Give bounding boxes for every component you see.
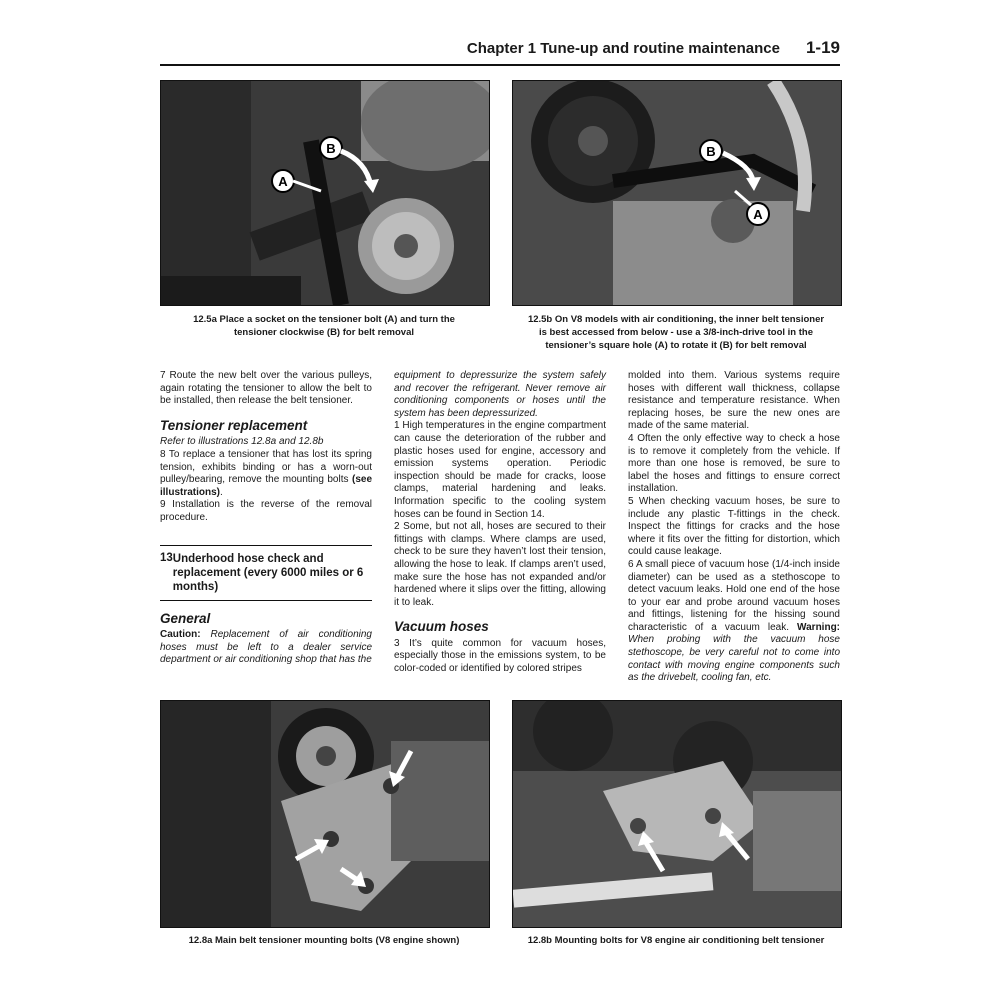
header-rule xyxy=(160,64,840,66)
caption-12-5a xyxy=(160,313,488,339)
paragraph-2: 2 Some, but not all, hoses are secured to their fittings with clamps. Where clamps are used, check to be sure they haven’t lost their tension, allowing the hose to leak. If clamps aren’t used, make sure the hose has not expanded and/or hardened where it slips over the fitting, allowing it to leak. xyxy=(394,521,606,608)
caption-12-8b: 12.8b Mounting bolts for V8 engine air conditioning belt tensioner xyxy=(527,935,825,946)
label-a-marker: A xyxy=(753,207,763,222)
paragraph-3: 3 It’s quite common for vacuum hoses, especially those in the emissions system, to be color-coded or identified by colored stripes xyxy=(394,637,606,675)
caption-line: 12.5a Place a socket on the tensioner bolt (A) and turn the xyxy=(193,314,455,325)
chapter-title: Chapter 1 Tune-up and routine maintenance xyxy=(466,40,780,57)
text-column-3 xyxy=(628,370,840,685)
caption-line: 12.5b On V8 models with air conditioning, the inner belt tensioner xyxy=(527,314,825,325)
paragraph-6 xyxy=(628,559,840,685)
subhead-vacuum-hoses: Vacuum hoses xyxy=(394,619,489,635)
label-b-marker: B xyxy=(706,144,716,159)
caution-continued: equipment to depressurize the system safely and recover the refrigerant. Never remove air conditioning components or hoses until the system has been depressurized. xyxy=(394,370,606,419)
caption-line: tensioner clockwise (B) for belt removal xyxy=(233,327,415,338)
warning-text: When probing with the vacuum hose stethoscope, be very careful not to come into contact with moving engine components such as the drivebelt, cooling fan, etc. xyxy=(628,634,840,684)
caption-12-5b xyxy=(505,313,847,352)
paragraph-8 xyxy=(160,449,372,499)
label-b-marker: B xyxy=(326,141,336,156)
subhead-general: General xyxy=(160,610,211,626)
paragraph-6-text: 6 A small piece of vacuum hose (1/4-inch inside diameter) can be used as a stethoscope to detect vacuum leaks. Hold one end of the hose to your ear and probe around vacuum hoses and fittings, listening for the hissing sound characteristic of a vacuum leak. xyxy=(628,558,840,633)
paragraph-7: 7 Route the new belt over the various pulleys, again rotating the tensioner to allow the belt to be installed, then release the belt tensioner. xyxy=(160,370,372,407)
page-number: 1-19 xyxy=(805,38,840,57)
photo-12-5a xyxy=(160,80,490,306)
paragraph-9: 9 Installation is the reverse of the removal procedure. xyxy=(160,499,372,523)
section-title: Underhood hose check and replacement (every 6000 miles or 6 months) xyxy=(172,552,364,593)
section-number: 13 xyxy=(160,551,173,564)
caption-12-8a: 12.8a Main belt tensioner mounting bolts (V8 engine shown) xyxy=(188,935,460,946)
text-column-2 xyxy=(394,370,606,676)
caution-label: Caution: xyxy=(160,629,201,641)
caption-line: tensioner’s square hole (A) to rotate it (B) for belt removal xyxy=(545,340,807,351)
subhead-tensioner-replacement: Tensioner replacement xyxy=(160,417,308,433)
photo-12-8a xyxy=(160,700,490,928)
paragraph-8-end: . xyxy=(220,486,223,498)
refer-illustrations: Refer to illustrations 12.8a and 12.8b xyxy=(160,436,324,448)
paragraph-8-text: 8 To replace a tensioner that has lost its spring tension, exhibits binding or has a worn-out pulley/bearing, remove the mounting bolts xyxy=(160,448,372,486)
caution-text: Replacement of air conditioning hoses must be left to a dealer service department or air conditioning shop that has the xyxy=(160,629,372,666)
paragraph-5: 5 When checking vacuum hoses, be sure to include any plastic T-fittings in the check. Inspect the fittings for cracks and the hose where it fits over the fitting for distortion, which could cause leakage. xyxy=(628,495,840,558)
warning-label: Warning: xyxy=(797,621,841,633)
section-13-heading xyxy=(160,545,372,601)
label-a-marker: A xyxy=(278,174,288,189)
photo-12-5b xyxy=(512,80,842,306)
paragraph-3-continued: molded into them. Various systems require hoses with different wall thickness, collapse resistance and temperature resistance. When replacing hoses, be sure the new ones are made of the same material. xyxy=(628,370,840,432)
caution-paragraph xyxy=(160,629,372,667)
caption-line: is best accessed from below - use a 3/8-inch-drive tool in the xyxy=(539,327,813,338)
photo-12-8b xyxy=(512,700,842,928)
paragraph-4: 4 Often the only effective way to check a hose is to remove it completely from the vehicle. If more than one hose is removed, be sure to label the hoses and fittings to ensure correct installation. xyxy=(628,432,840,495)
see-illustrations-link: (see illustrations) xyxy=(160,474,373,498)
text-column-1 xyxy=(160,370,372,667)
paragraph-1: 1 High temperatures in the engine compartment can cause the deterioration of the rubber and plastic hoses used for engine, accessory and emission systems operation. Periodic inspection should be made for cracks, loose clamps, material hardening and leaks. Information specific to the cooling system hoses can be found in Section 14. xyxy=(394,420,606,520)
